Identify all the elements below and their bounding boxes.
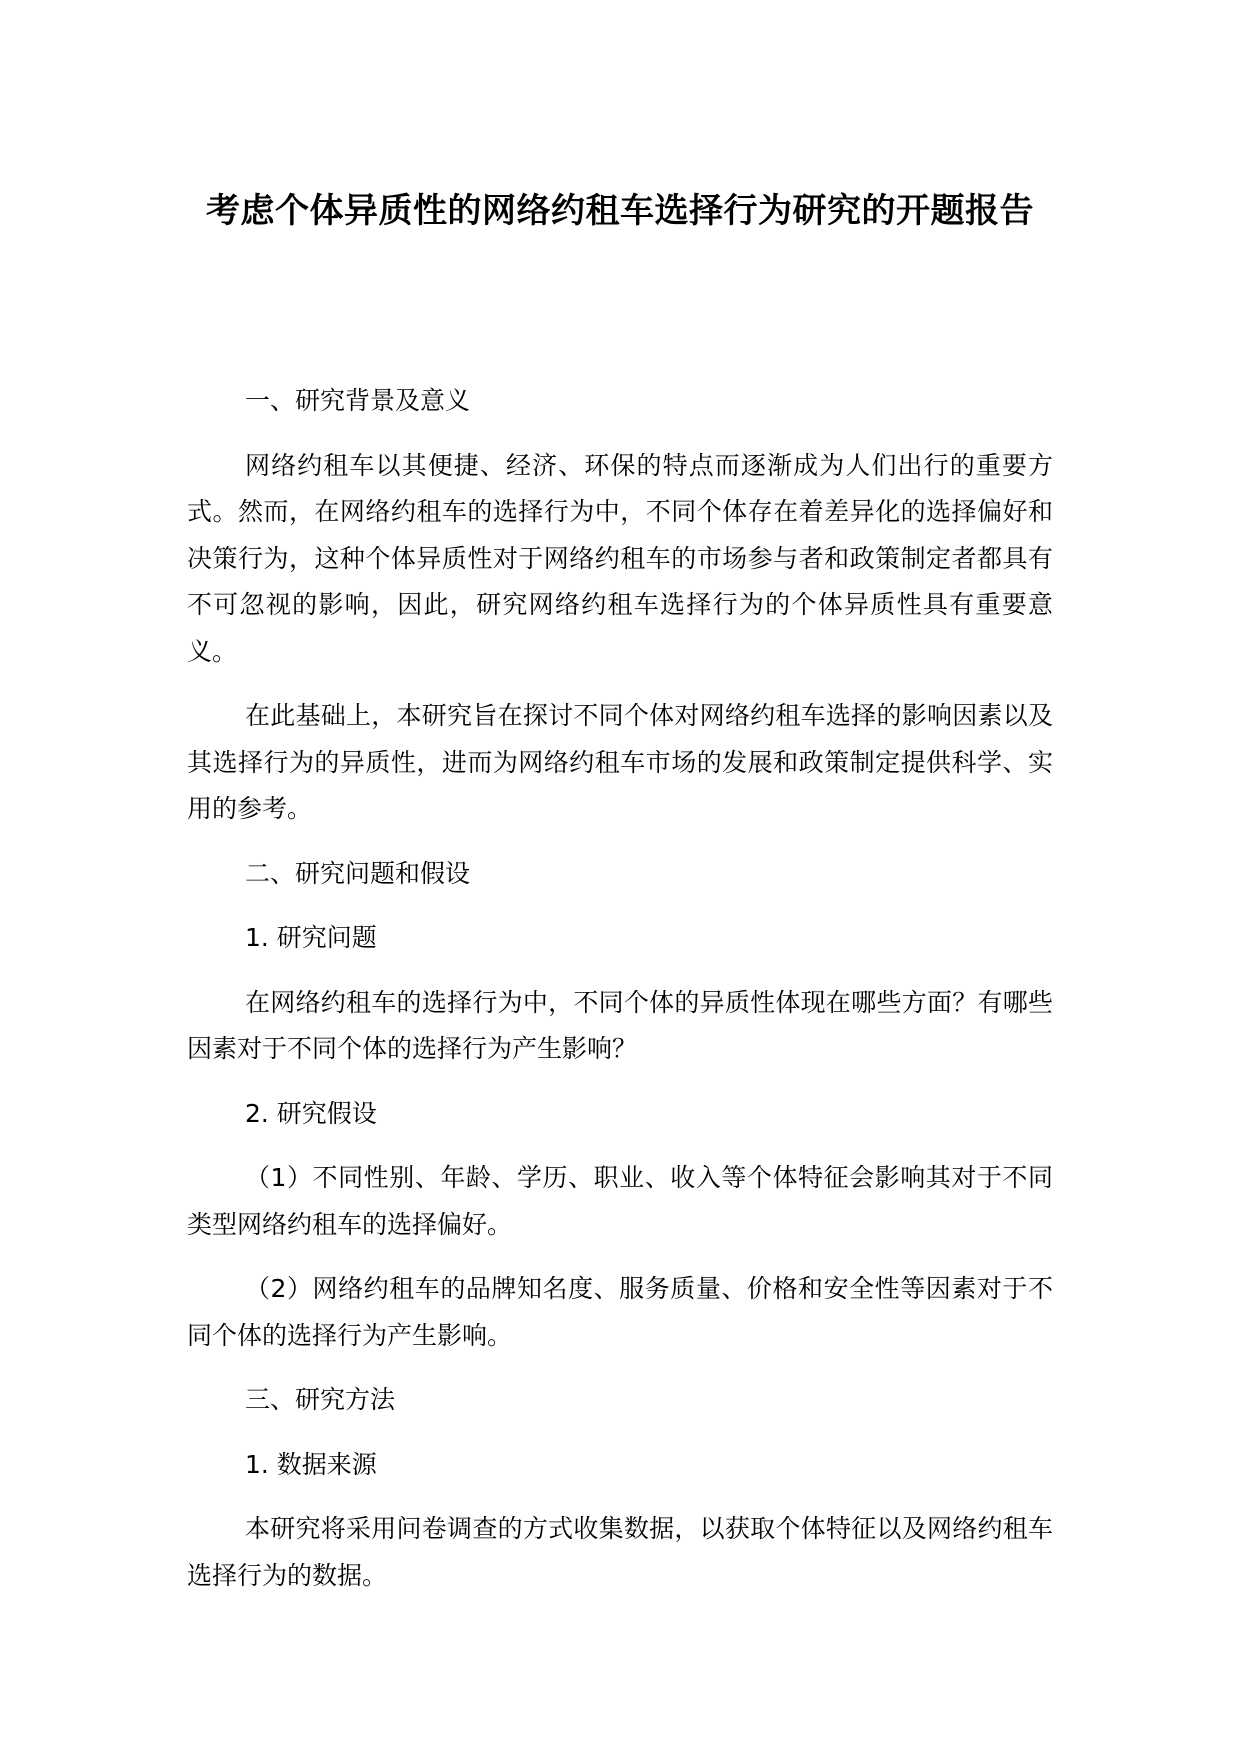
paragraph-background: 网络约租车以其便捷、经济、环保的特点而逐渐成为人们出行的重要方式。然而，在网络约租车的选择行为中，不同个体存在着差异化的选择偏好和决策行为，这种个体异质性对于网络约租车的市场参与者和政策制定者都具有不可忽视的影响，因此，研究网络约租车选择行为的个体异质性具有重要意义。 (187, 450, 1053, 666)
section-heading-methods: 三、研究方法 (245, 1385, 396, 1414)
paragraph-research-aim: 在此基础上，本研究旨在探讨不同个体对网络约租车选择的影响因素以及其选择行为的异质性，进而为网络约租车市场的发展和政策制定提供科学、实用的参考。 (187, 701, 1053, 823)
subheading-research-hypotheses: 2. 研究假设 (245, 1098, 377, 1128)
paragraph-hypothesis-2: （2）网络约租车的品牌知名度、服务质量、价格和安全性等因素对于不同个体的选择行为产生影响。 (187, 1274, 1053, 1350)
paragraph-research-questions: 在网络约租车的选择行为中，不同个体的异质性体现在哪些方面？有哪些因素对于不同个体的选择行为产生影响？ (187, 987, 1053, 1063)
section-heading-background: 一、研究背景及意义 (245, 386, 471, 415)
subheading-research-questions: 1. 研究问题 (245, 923, 377, 952)
document-body (187, 378, 1053, 1617)
document-title: 考虑个体异质性的网络约租车选择行为研究的开题报告 (206, 191, 1034, 231)
section-heading-questions-hypotheses: 二、研究问题和假设 (245, 858, 471, 888)
paragraph-data-source: 本研究将采用问卷调查的方式收集数据，以获取个体特征以及网络约租车选择行为的数据。 (187, 1514, 1053, 1590)
subheading-data-source: 1. 数据来源 (245, 1449, 377, 1479)
paragraph-hypothesis-1: （1）不同性别、年龄、学历、职业、收入等个体特征会影响其对于不同类型网络约租车的选择偏好。 (187, 1163, 1053, 1239)
